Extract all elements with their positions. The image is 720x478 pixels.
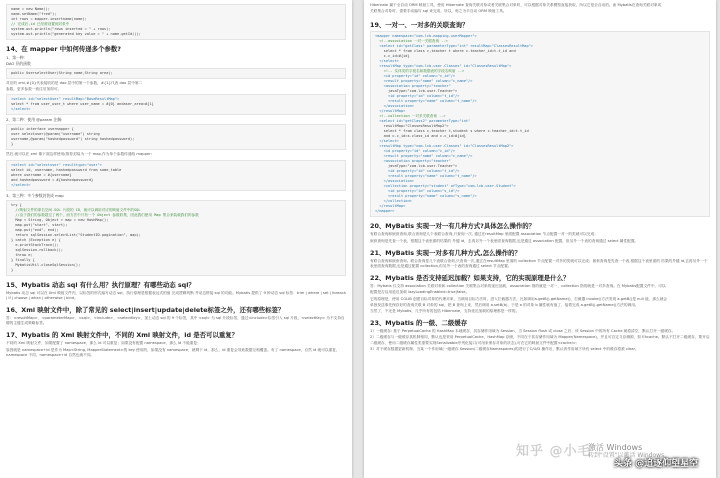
brand-watermark: 头条 @追逐仰望星空 — [614, 459, 699, 469]
windows-activation-subtitle: 转到"设置"以激活 Windows。 — [588, 452, 671, 459]
code-line: <association property="teacher" — [375, 159, 451, 164]
code-block — [370, 31, 710, 217]
code-line: </collection> — [375, 199, 412, 204]
code-line: </select> — [375, 59, 399, 64]
code-line: <result property="name" column="t_name"/> — [375, 174, 477, 179]
paragraph: 答：Mybatis 仅支持 association 关联对象和 collection 关联集合对象的延迟加载，association 指的就是一对一，collection 指的就是一对多查询。在 Mybatis配置文件中，可以 — [370, 284, 666, 289]
section-heading-17: 17、Mybatis 的 Xml 映射文件中，不同的 Xml 映射文件，id 是否可以重复？ — [6, 331, 239, 340]
paragraph: Hibernate 属于全自动 ORM 映射工具，使用 Hibernate 查询关联对象或者关联集合对象时，可以根据对象关系模型直接获取，所以它是全自动的。而 Mybatis在查询关联对象或 — [370, 3, 662, 7]
code-line: </select> — [11, 107, 31, 112]
code-line: and c.c_id=s.class_id and c.c_id=#{id} — [375, 134, 466, 139]
method-label: 2、第二种：使用 @param 注解: — [6, 117, 63, 123]
method-label: 3、第三种：多个参数封装成 map — [6, 192, 64, 198]
code-line: <mapper namespace="com.lcb.mapping.userMapper"> — [375, 34, 477, 39]
code-block — [6, 94, 346, 115]
code-line: // 完成后,id 已经被设置到对象中 — [11, 22, 70, 26]
paragraph: 有联合查询和嵌套查询,联合查询是几个表联合查询,只查询一次, 通过在resultMap 里面配置 association 节点配置一对一的类就可以完成； — [370, 232, 598, 237]
section-heading-19: 19、一对一、一对多的关联查询？ — [370, 21, 469, 30]
code-line: and hashedpassword = #{hashedpassword} — [11, 177, 94, 182]
code-line: map.put("end", end); — [11, 227, 59, 232]
paragraph: 当然了，不光是 Mybatis，几乎所有的包括 Hibernate，支持延迟加载的原理都是一样的。 — [370, 309, 520, 314]
code-line: <result property="name" column="c_name"/> — [375, 154, 473, 159]
code-line: system.out.println("rows inserted = " + rows); — [11, 27, 111, 31]
code-line: name = new Name(); — [11, 7, 50, 11]
code-line: int rows = mapper.insertname(name); — [11, 17, 87, 21]
code-block — [6, 124, 346, 150]
code-line: select * from user_user_t where user_name = #{0} andaser_area=#{1} — [11, 102, 154, 107]
code-block — [6, 160, 346, 191]
code-line: select * from class c,teacher t,student s where c.teacher_id=t.t_id — [375, 129, 529, 134]
paragraph: 答：<resultMap>、<parameterMap>、<sql>、<include>、<selectKey>，加上动态 sql 的 9 个标签，其中 <sql> 为 sql 片段标签，通过<include>标签引入 sql 片段，<selectKey> 为不支持自增的主键生成策略标签。 — [6, 316, 345, 326]
code-line: <select id="getClass" parameterType="int" resultMap="ClassesResultMap"> — [375, 44, 533, 49]
paragraph: 对应的 xml,#{0}代表接收的是 dao 层中的第一个参数，#{1}代表 dao 层中第二 — [6, 81, 143, 85]
code-line: <!--collection 一对多关联查询 --> — [375, 114, 446, 119]
code-line: <result property="name" column="c_name"/> — [375, 79, 473, 84]
paragraph: 原因就是 namespace+id 是作为 Map<String, MapperStatement>的 key 使用的，如果没有 namespace，就剩下 id，那么，id 重复会导致数据互相覆盖。有了 namespace，自然 id 就可以重复，namespace 不同，namespace+id 自然也就不同。 — [6, 347, 340, 357]
method-label: 1、第一种： — [6, 55, 28, 60]
code-line: sqlSession.rollback(); — [11, 247, 63, 252]
code-line: <result property="name" column="s_name"/> — [375, 194, 477, 199]
paragraph: 2）二级缓存与一级缓存其机制相同，默认也是采用 PerpetualCache，HashMap 存储，不同在于其存储作用域为 Mapper(Namespace)，并且可自定义存储源，如 Ehcache。默认不打开二级缓存，要开启二级缓存，使用二级缓存属性类需要实现Serializable序列化接口(可用来保存对象的状态),可在它的映射文件中配置<cache/>； — [370, 335, 710, 345]
code-line: MybatisUtil.closeSqlSession(); — [11, 262, 81, 267]
windows-activation-title: 激活 Windows — [588, 443, 643, 452]
code-line: <id property="id" column="t_id"/> — [375, 169, 460, 174]
code-line: public interface usermapper { — [11, 127, 74, 132]
document-page-right — [364, 0, 716, 478]
code-line: <id property="id" column="c_id"/> — [375, 74, 456, 79]
code-line: map.put("start", start); — [11, 222, 68, 227]
code-line: where username = #{username} — [11, 172, 72, 177]
code-line: } — [11, 267, 14, 272]
code-line: e.printStackTrace(); — [11, 242, 59, 247]
section-heading-15: 15、Mybatis 动态 sql 有什么用？执行原理？有哪些动态 sql？ — [6, 280, 195, 289]
code-line: resultMap="ClassesResultMap2"> — [375, 124, 449, 129]
code-line: <!-- 实体类的字段名和数据表的字段名映射 --> — [375, 69, 465, 74]
code-line: <select id="selectuser" resulttype="user"> — [11, 162, 102, 167]
paragraph: Mybatis 动态 sql 可以在 Xml 映射文件内，以标签的形式编写动态 sql，执行原理是根据表达式的值 完成逻辑判断 并动态拼接 sql 的功能。Mybatis 提供了 9 种动态 sql 标签：trim | where | set | foreach | if | choose | when | otherwise | bind。 — [6, 290, 346, 300]
code-line: </select> — [11, 182, 31, 187]
paragraph: 3）对于缓存数据更新机制，当某一个作用域(一级缓存 Session/二级缓存Namespaces)的进行了C/U/D 操作后，默认该作用域下所有 select 中的缓存将被 clear。 — [370, 346, 639, 351]
code-line: Map < String, Object > map = new HashMap(); — [11, 217, 109, 222]
code-line: <id property="id" column="c_id"/> — [375, 149, 456, 154]
code-line: </resultMap> — [375, 109, 406, 114]
code-line: c.c_id=#{id} — [375, 54, 410, 59]
code-line: username,@param("hashedpassword") string hashedpassword); — [11, 137, 135, 142]
code-line: <collection property="student" ofType="com.lcb.user.Student"> — [375, 184, 516, 189]
code-line: name.setName("fred"); — [11, 12, 57, 16]
section-heading-21: 21、MyBatis 实现一对多有几种方式,怎么操作的？ — [370, 248, 521, 257]
code-line: </mapper> — [375, 209, 395, 214]
paragraph: 参数，更多参数一致往后加即可。 — [6, 87, 62, 92]
section-heading-23: 23、Mybatis 的一级、二级缓存 — [370, 319, 468, 328]
paragraph: 1）一级缓存: 基于 PerpetualCache 的 HashMap 本地缓存，其存储作用域为 Session，当 Session flush 或 close 之后，该 Session 中的所有 Cache 就将清空，默认打开一级缓存。 — [370, 329, 676, 334]
paragraph: 关联集合对象时，需要手动编写 sql 来完成，所以，称之为半自动 ORM 映射工具。 — [370, 9, 507, 14]
code-line: <resultMap type="com.lcb.user.Classes" id="ClassesResultMap"> — [375, 64, 512, 69]
code-block — [6, 4, 346, 40]
code-line: try { — [11, 202, 22, 207]
code-line: throw e; — [11, 252, 33, 257]
code-line: javaType="com.lcb.user.Teacher"> — [375, 164, 458, 169]
code-line: //映射文件的命名空间.SQL 片段的 ID，就可以调用对应的映射文件中的SQL — [11, 207, 141, 212]
code-line: </association> — [375, 104, 414, 109]
document-page-left — [0, 0, 352, 478]
code-block — [6, 68, 346, 79]
paragraph: 配置是否启用延迟加载 lazyLoadingEnabled=true|false。 — [370, 290, 470, 295]
watermark-text: 知乎 @小毛 — [516, 444, 592, 459]
code-line: <id property="id" column="s_id"/> — [375, 189, 460, 194]
code-line: <resultMap type="com.lcb.user.Classes" id="ClassesResultMap2"> — [375, 144, 514, 149]
code-line: } catch (Exception e) { — [11, 237, 61, 242]
code-line: public UserselectUser(String name,String area); — [11, 71, 113, 75]
code-line: //由于我们的参数超过了两个，而方法中只有一个 Object 参数收集，因此我们使用 Map 集合来装载我们的参数 — [11, 212, 199, 217]
code-line: } — [11, 142, 14, 147]
code-line: <select id="selectUser" resultMap="BaseResultMap"> — [11, 97, 120, 102]
code-line: <id property="id" column="t_id"/> — [375, 94, 460, 99]
paragraph: 有联合查询和嵌套查询。联合查询是几个表联合查询,只查询一次,通过在resultMap 里面的 collection 节点配置一对多的类就可以完成；嵌套查询是先查一个表,根据这个表里面的 结果的外键 id,去再另外一个表里面查询数据,也是通过配置 collection,但另外一个表的查询通过 select 节点配置。 — [370, 258, 708, 269]
paragraph: 单独发送事先保存好的查询关联 B 对象的 sql，把 B 查询上来，然后调用 a.setB(b)，于是 a 的对象 b 属性就有值了，接着完成 a.getB().getName()方法的调用。 — [370, 302, 639, 307]
section-heading-16: 16、Xml 映射文件中，除了常见的 select|insert|update|delete标签之外，还有哪些标签？ — [6, 306, 285, 314]
paragraph: 它的原理是，使用 CGLIB 创建目标对象的代理对象，当调用目标方法时，进入拦截器方法，比如调用a.getB().getName()，拦截器 invoke()方法发现 a.getB()是 null 值，那么就会 — [370, 296, 668, 301]
code-line: javaType="com.lcb.user.Teacher"> — [375, 89, 458, 94]
section-heading-20: 20、MyBatis 实现一对一有几种方式?具体怎么操作的？ — [370, 222, 536, 231]
code-line: user selectuser(@param("username") string — [11, 132, 100, 137]
section-heading-14: 14、在 mapper 中如何传递多个参数? — [6, 45, 121, 53]
code-block — [6, 200, 346, 276]
code-line: <!--association 一对一关联查询 --> — [375, 39, 448, 44]
code-line: <result property="name" column="t_name"/> — [375, 99, 477, 104]
section-heading-22: 22、Mybatis 是否支持延迟加载？如果支持，它的实现原理是什么？ — [370, 274, 570, 283]
method-sublabel: DAO 层的函数 — [6, 61, 31, 66]
code-line: select * from class c,teacher t where c.teacher_id=t.t_id and — [375, 49, 516, 54]
paragraph: 然后,就可以在 xml 像下面这样使用(推荐封装为一个 map,作为单个参数传递给 mapper: — [6, 152, 152, 157]
code-line: } finally { — [11, 257, 35, 262]
code-line: <select id="getClass2" parameterType="int" — [375, 119, 471, 124]
code-line: </resultMap> — [375, 204, 406, 209]
paragraph: 不同的 Xml 映射文件，如果配置了 namespace，那么 id 可以重复；如果没有配置 namespace，那么 id 不能重复； — [6, 341, 201, 346]
code-line: select id, username, hashedpassword from some_table — [11, 167, 122, 172]
paragraph: 嵌套查询是先查一个表，根据这个表里面的结果的 外键 id，去再另外一个表里面查询数据,也是通过 association 配置，但另外一个表的查询通过 select 属性配置。 — [370, 238, 639, 243]
code-line: return sqlSession.selectList("StudentID.pagination", map); — [11, 232, 141, 237]
code-line: </select> — [375, 139, 399, 144]
code-line: system.out.println("generated key value = " + name.getId()); — [11, 32, 141, 36]
code-line: </association> — [375, 179, 414, 184]
code-line: <association property="teacher" — [375, 84, 451, 89]
